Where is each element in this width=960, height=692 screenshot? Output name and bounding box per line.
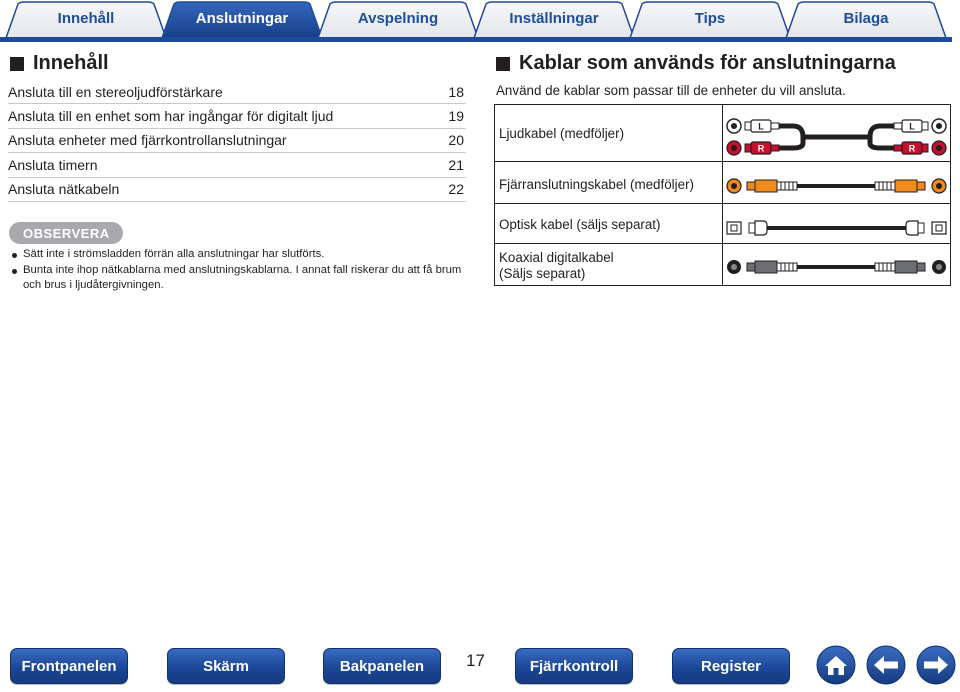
tab-avspelning[interactable]: Avspelning (357, 10, 439, 27)
stereo-audio-cable-icon (723, 105, 950, 162)
cable-label: Optisk kabel (säljs separat) (499, 217, 661, 232)
remote-control-button[interactable]: Fjärrkontroll (515, 648, 633, 684)
cables-title: Kablar som används för anslutningarna (519, 52, 896, 74)
cable-row-remote (495, 162, 950, 204)
cable-row-coaxial (495, 244, 950, 285)
toc-item-page: 21 (448, 156, 464, 173)
remote-connection-cable-icon (723, 162, 950, 204)
note-item: Sätt inte i strömsladden förrän alla anslutningar har slutförts. (11, 247, 467, 263)
svg-text:R: R (908, 143, 916, 154)
contents-list (8, 80, 466, 202)
arrow-right-icon[interactable] (916, 645, 956, 685)
coaxial-digital-cable-icon (723, 244, 950, 285)
tab-anslutningar[interactable]: Anslutningar (195, 10, 289, 27)
cable-label-line2: (Säljs separat) (499, 266, 586, 281)
toc-item-digital-audio[interactable] (8, 104, 466, 128)
arrow-left-icon[interactable] (866, 645, 906, 685)
toc-item-text: Ansluta till en stereoljudförstärkare (8, 83, 223, 100)
toc-item-page: 18 (448, 83, 464, 100)
contents-title: Innehåll (33, 52, 109, 74)
contents-heading (10, 52, 109, 75)
cable-label-line1: Koaxial digitalkabel (499, 250, 614, 265)
toc-item-page: 22 (448, 181, 464, 198)
cable-label: Fjärranslutningskabel (medföljer) (499, 177, 694, 192)
note-badge: OBSERVERA (9, 222, 123, 244)
toc-item-text: Ansluta nätkabeln (8, 181, 120, 198)
svg-text:L: L (758, 121, 764, 132)
heading-square-icon (10, 57, 24, 71)
note-list (11, 247, 467, 294)
tab-innehall[interactable]: Innehåll (57, 10, 115, 27)
toc-item-stereo-amplifier[interactable] (8, 80, 466, 104)
heading-square-icon (496, 57, 510, 71)
tab-tips[interactable]: Tips (694, 10, 726, 27)
cable-row-optical (495, 204, 950, 244)
toc-item-timer[interactable] (8, 153, 466, 177)
top-tab-bar (0, 0, 960, 42)
optical-cable-icon (723, 204, 950, 244)
front-panel-button[interactable]: Frontpanelen (10, 648, 128, 684)
svg-text:R: R (757, 143, 765, 154)
index-button[interactable]: Register (672, 648, 790, 684)
rear-panel-button[interactable]: Bakpanelen (323, 648, 441, 684)
cable-row-audio (495, 105, 950, 162)
cables-heading (496, 52, 896, 75)
home-icon[interactable] (816, 645, 856, 685)
note-item: Bunta inte ihop nätkablarna med anslutningskablarna. I annat fall riskerar du att få brum och brus i ljudåtergivningen. (11, 263, 467, 294)
cable-table (494, 104, 951, 286)
toc-item-text: Ansluta till en enhet som har ingångar för digitalt ljud (8, 108, 334, 125)
toc-item-power-cord[interactable] (8, 178, 466, 202)
toc-item-page: 19 (448, 108, 464, 125)
toc-item-text: Ansluta enheter med fjärrkontrollanslutningar (8, 132, 287, 149)
toc-item-page: 20 (448, 132, 464, 149)
tab-installningar[interactable]: Inställningar (509, 10, 599, 27)
tab-bilaga[interactable]: Bilaga (843, 10, 889, 27)
cable-label: Ljudkabel (medföljer) (499, 126, 625, 141)
toc-item-text: Ansluta timern (8, 156, 98, 173)
toc-item-remote-connections[interactable] (8, 129, 466, 153)
page-number: 17 (466, 651, 485, 670)
display-button[interactable]: Skärm (167, 648, 285, 684)
svg-text:L: L (909, 121, 915, 132)
cables-intro: Använd de kablar som passar till de enheter du vill ansluta. (496, 83, 846, 98)
